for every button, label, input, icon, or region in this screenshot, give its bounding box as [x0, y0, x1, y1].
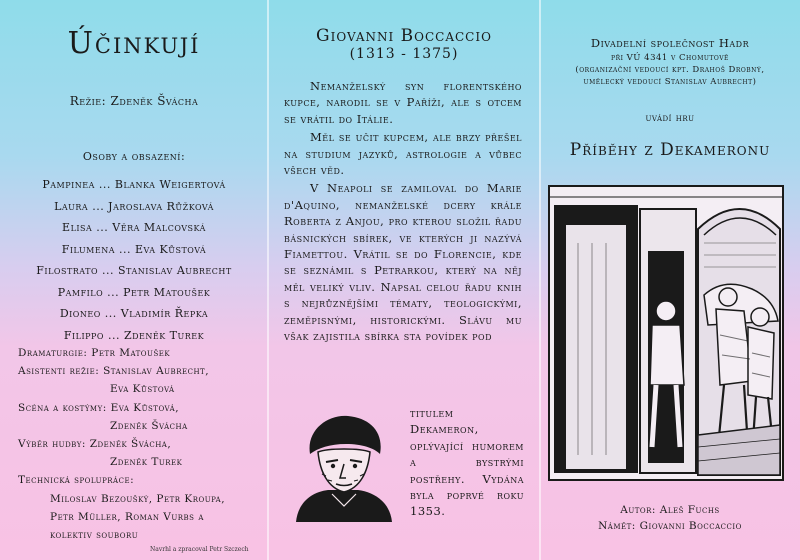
- cast-heading: Účinkují: [67, 26, 201, 61]
- panel-cast: [0, 0, 268, 560]
- author-line: Autor: Aleš Fuchs: [620, 504, 720, 516]
- fold-line: [267, 0, 269, 560]
- presents-line: uvádí hru: [645, 112, 695, 124]
- author-years: (1313 - 1375): [349, 46, 459, 62]
- company-detail: při VÚ 4341 v Chomutově: [611, 53, 729, 63]
- credit-line: Zdeněk Turek: [110, 456, 183, 469]
- author-credits: [540, 502, 800, 534]
- credit-line: Technická spolupráce:: [18, 474, 135, 487]
- cast-item: Pampinea ... Blanka Weigertová: [42, 178, 226, 191]
- credit-line: Asistenti režie: Stanislav Aubrecht,: [18, 365, 210, 378]
- company-details: [540, 52, 800, 88]
- cast-item: Filumena ... Eva Kůstová: [61, 242, 207, 256]
- biography-text: [284, 78, 522, 347]
- credit-line: Miloslav Bezoušký, Petr Kroupa,: [50, 492, 226, 505]
- author-title: Giovanni Boccaccio: [316, 26, 492, 46]
- woodcut-illustration: [548, 185, 784, 481]
- credit-line: Výběr hudby: Zdeněk Švácha,: [18, 438, 172, 451]
- credit-line: Petr Müller, Roman Vurbs a: [50, 510, 204, 523]
- company-name: Divadelní společnost Hadr: [590, 36, 750, 50]
- bio-paragraph: Nemanželský syn florentského kupce, narodil se v Paříži, ale s otcem se vrátil do Itálie.: [284, 79, 522, 126]
- theme-line: Námět: Giovanni Boccaccio: [598, 520, 742, 532]
- director-line: Režie: Zdeněk Švácha: [69, 94, 199, 108]
- cast-item: Filostrato ... Stanislav Aubrecht: [36, 264, 232, 277]
- cast-item: Filippo ... Zdeněk Turek: [63, 328, 205, 342]
- cast-item: Dioneo ... Vladimír Řepka: [59, 307, 209, 320]
- play-title: Příběhy z Dekameronu: [569, 140, 771, 160]
- bio-tail: titulem Dekameron, oplývající humorem a bystrými postřehy. Vydána byla poprvé roku 1353.: [410, 406, 524, 519]
- cast-item: Elisa ... Věra Malcovská: [62, 221, 206, 234]
- fold-line: [539, 0, 541, 560]
- credit-line: Zdeněk Švácha: [110, 419, 188, 432]
- cast-item: Pamfilo ... Petr Matoušek: [57, 285, 211, 299]
- credits-block: [18, 344, 258, 544]
- bio-paragraph: Měl se učit kupcem, ale brzy přešel na studium jazyků, astrologie a vůbec všech věd.: [284, 130, 522, 178]
- company-detail: umělecký vedoucí Stanislav Aubrecht): [583, 77, 757, 87]
- cast-list: [0, 174, 268, 346]
- cast-item: Laura ... Jaroslava Růžková: [54, 199, 214, 213]
- cast-subheading: Osoby a obsazení:: [82, 150, 186, 163]
- boccaccio-portrait: [288, 410, 398, 522]
- credit-line: kolektiv souboru: [50, 529, 139, 542]
- credit-line: Scéna a kostýmy: Eva Kůstová,: [18, 401, 180, 414]
- credit-line: Eva Kůstová: [110, 383, 175, 396]
- bio-paragraph: V Neapoli se zamiloval do Marie d'Aquino, nemanželské dcery krále Roberta z Anjou, pro kterou složil řadu básnických sbírek, ve kterých ji nazývá Fiamettou. Vrátil se do Florencie, kde se seznámil s Petrarkou, který na něj měl veliký vliv. Napsal celou řadu knih s nejrůznějšími tématy, teologickými, zeměpisnými, historickými. Slávu mu však zajistila sbírka sta povídek pod: [284, 181, 522, 344]
- credit-line: Dramaturgie: Petr Matoušek: [18, 347, 171, 359]
- footnote: Navrhl a zpracoval Petr Szczech: [150, 546, 249, 553]
- company-detail: (organizační vedoucí kpt. Drahoš Drobný,: [575, 65, 765, 75]
